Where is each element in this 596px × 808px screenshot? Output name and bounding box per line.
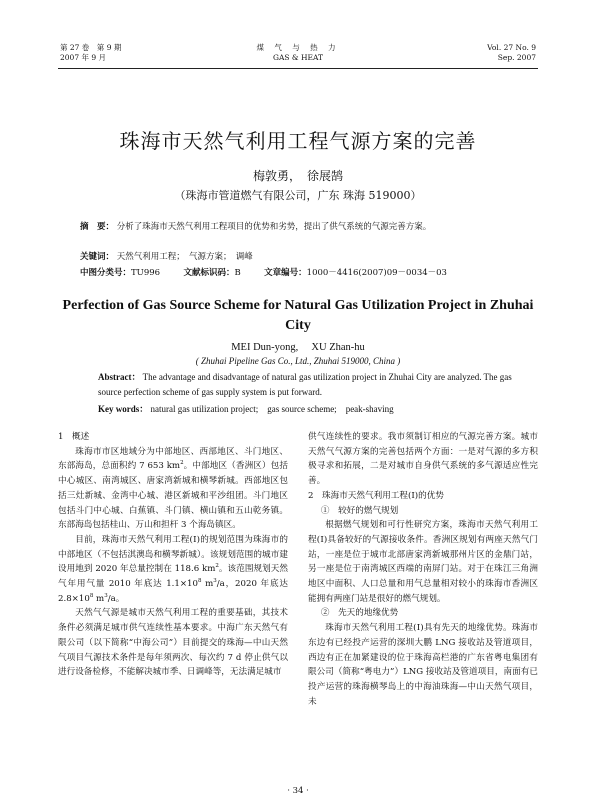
classification-line <box>80 266 528 280</box>
doc-code-value: B <box>234 268 241 278</box>
keywords-zh-label: 关键词： <box>80 252 115 262</box>
affiliation-en: ( Zhuhai Pipeline Gas Co., Ltd., Zhuhai 519000, China ) <box>195 356 401 366</box>
journal-name-zh: 煤 气 与 热 力 <box>256 43 340 52</box>
article-no-value: 1000－4416(2007)09－0034－03 <box>306 268 447 278</box>
keywords-en <box>98 402 530 416</box>
abstract-zh-text: 分析了珠海市天然气利用工程项目的优势和劣势，提出了供气系统的气源完善方案。 <box>116 222 432 232</box>
keywords-zh-text: 天然气利用工程； 气源方案； 调峰 <box>116 252 253 262</box>
body-paragraph: 供气连续性的要求。我市须制订相应的气源完善方案。城市天然气气源方案的完善包括两个方面：一是对气源的多方积极寻求和拓展，二是对城市自身供气系统的多气源适应性完善。 <box>308 432 538 487</box>
abstract-en-text: The advantage and disadvantage of natural gas utilization project in Zhuhai City are analyzed. The gas source perfection scheme of gas supply system is put forward. <box>98 372 512 397</box>
section-2-heading: 2 珠海市天然气利用工程(Ⅰ)的优势 <box>308 490 444 501</box>
issue-date: 2007 年 9 月 <box>60 53 107 62</box>
subsection-heading: ① 较好的燃气规划 <box>320 505 399 516</box>
authors-en: MEI Dun-yong, XU Zhan-hu <box>231 342 365 353</box>
abstract-en-label: Abstract： <box>98 372 141 382</box>
authors-zh: 梅敦勇， 徐展鹄 <box>252 169 343 183</box>
body-paragraph: 目前，珠海市天然气利用工程(Ⅰ)的规划范围为珠海市的中部地区（不包括淇澳岛和横琴新城）。该规划范围的城市建设用地到 2020 年总量控制在 118.6 $km^2$。该范围规划天然气年用气量 2010 年底达 $1.1\times 10^8$ $m^3/a$，2020 年底达 $2.8\times 10^8$ $m^3/a$。 <box>58 534 288 604</box>
keywords-en-label: Key words： <box>98 404 149 414</box>
paper-title-zh: 珠海市天然气利用工程气源方案的完善 <box>119 129 477 153</box>
subsection-heading: ② 先天的地缘优势 <box>320 608 399 619</box>
section-1-heading: 1 概述 <box>58 432 90 442</box>
body-column-right <box>308 430 538 709</box>
page-number: · 34 · <box>287 786 309 796</box>
body-paragraph: 天然气气源是城市天然气利用工程的重要基础，其技术条件必须满足城市供气连续性基本要求。中海广东天然气有限公司（以下简称“中海公司”）目前提交的珠海—中山天然气项目气源技术条件是每年须两次、每次约 7 d 停止供气以进行设备检修，不能解决城市季、日调峰等，无法满足城市 <box>58 608 288 678</box>
journal-volume-info-en <box>487 43 536 63</box>
body-paragraph: 根据燃气规划和可行性研究方案，珠海市天然气利用工程(Ⅰ)具备较好的气源接收条件。香洲区规划有两座天然气门站，一座是位于城市北部唐家湾新城那州片区的金鼎门站，另一座是位于南湾城区西端的南屏门站。对于在珠江三角洲地区中面积、人口总量和用气总量相对较小的珠海市香洲区能拥有两座门站是很好的燃气规划。 <box>308 520 538 604</box>
keywords-zh <box>80 250 528 264</box>
abstract-zh <box>80 220 528 234</box>
clc-value: TU996 <box>131 268 161 278</box>
article-no-label: 文章编号： <box>264 268 307 278</box>
volume-issue: 第 27 卷 第 9 期 <box>60 43 122 52</box>
header-rule <box>58 68 538 69</box>
keywords-en-text: natural gas utilization project; gas source scheme; peak-shaving <box>150 404 394 414</box>
paper-title-en: Perfection of Gas Source Scheme for Natural Gas Utilization Project in Zhuhai City <box>62 298 534 333</box>
abstract-en <box>98 370 530 400</box>
issue-date-en: Sep. 2007 <box>497 53 536 62</box>
affiliation-zh: （珠海市管道燃气有限公司，广东 珠海 519000） <box>174 189 422 202</box>
abstract-zh-label: 摘 要： <box>80 222 115 232</box>
doc-code-label: 文献标识码： <box>183 268 235 278</box>
body-column-left <box>58 430 288 680</box>
volume-issue-en: Vol. 27 No. 9 <box>487 43 536 52</box>
clc-label: 中图分类号： <box>80 268 132 278</box>
body-paragraph: 珠海市天然气利用工程(Ⅰ)具有先天的地缘优势。珠海市东边有已经投产运营的深圳大鹏 LNG 接收站及管道项目，西边有正在加紧建设的位于珠海高栏港的广东省粤电集团有限公司（简称“粤电力”）LNG 接收站及管道项目，南面有已投产运营的珠海横琴岛上的中海油珠海—中山天然气项目，未 <box>308 623 538 707</box>
body-paragraph: 珠海市市区地域分为中部地区、西部地区、斗门地区、东部海岛，总面积约 7 653 $km^2$。中部地区（香洲区）包括中心城区、南湾城区、唐家湾新城和横琴新城。西部地区包括三灶新城、金湾中心城、港区新城和平沙组团。斗门地区包括斗门中心城、白蕉镇、斗门镇、横山镇和五山乾务镇。东部海岛包括桂山、万山和担杆 3 个海岛镇区。 <box>58 446 288 531</box>
journal-name-en: GAS & HEAT <box>272 53 323 62</box>
